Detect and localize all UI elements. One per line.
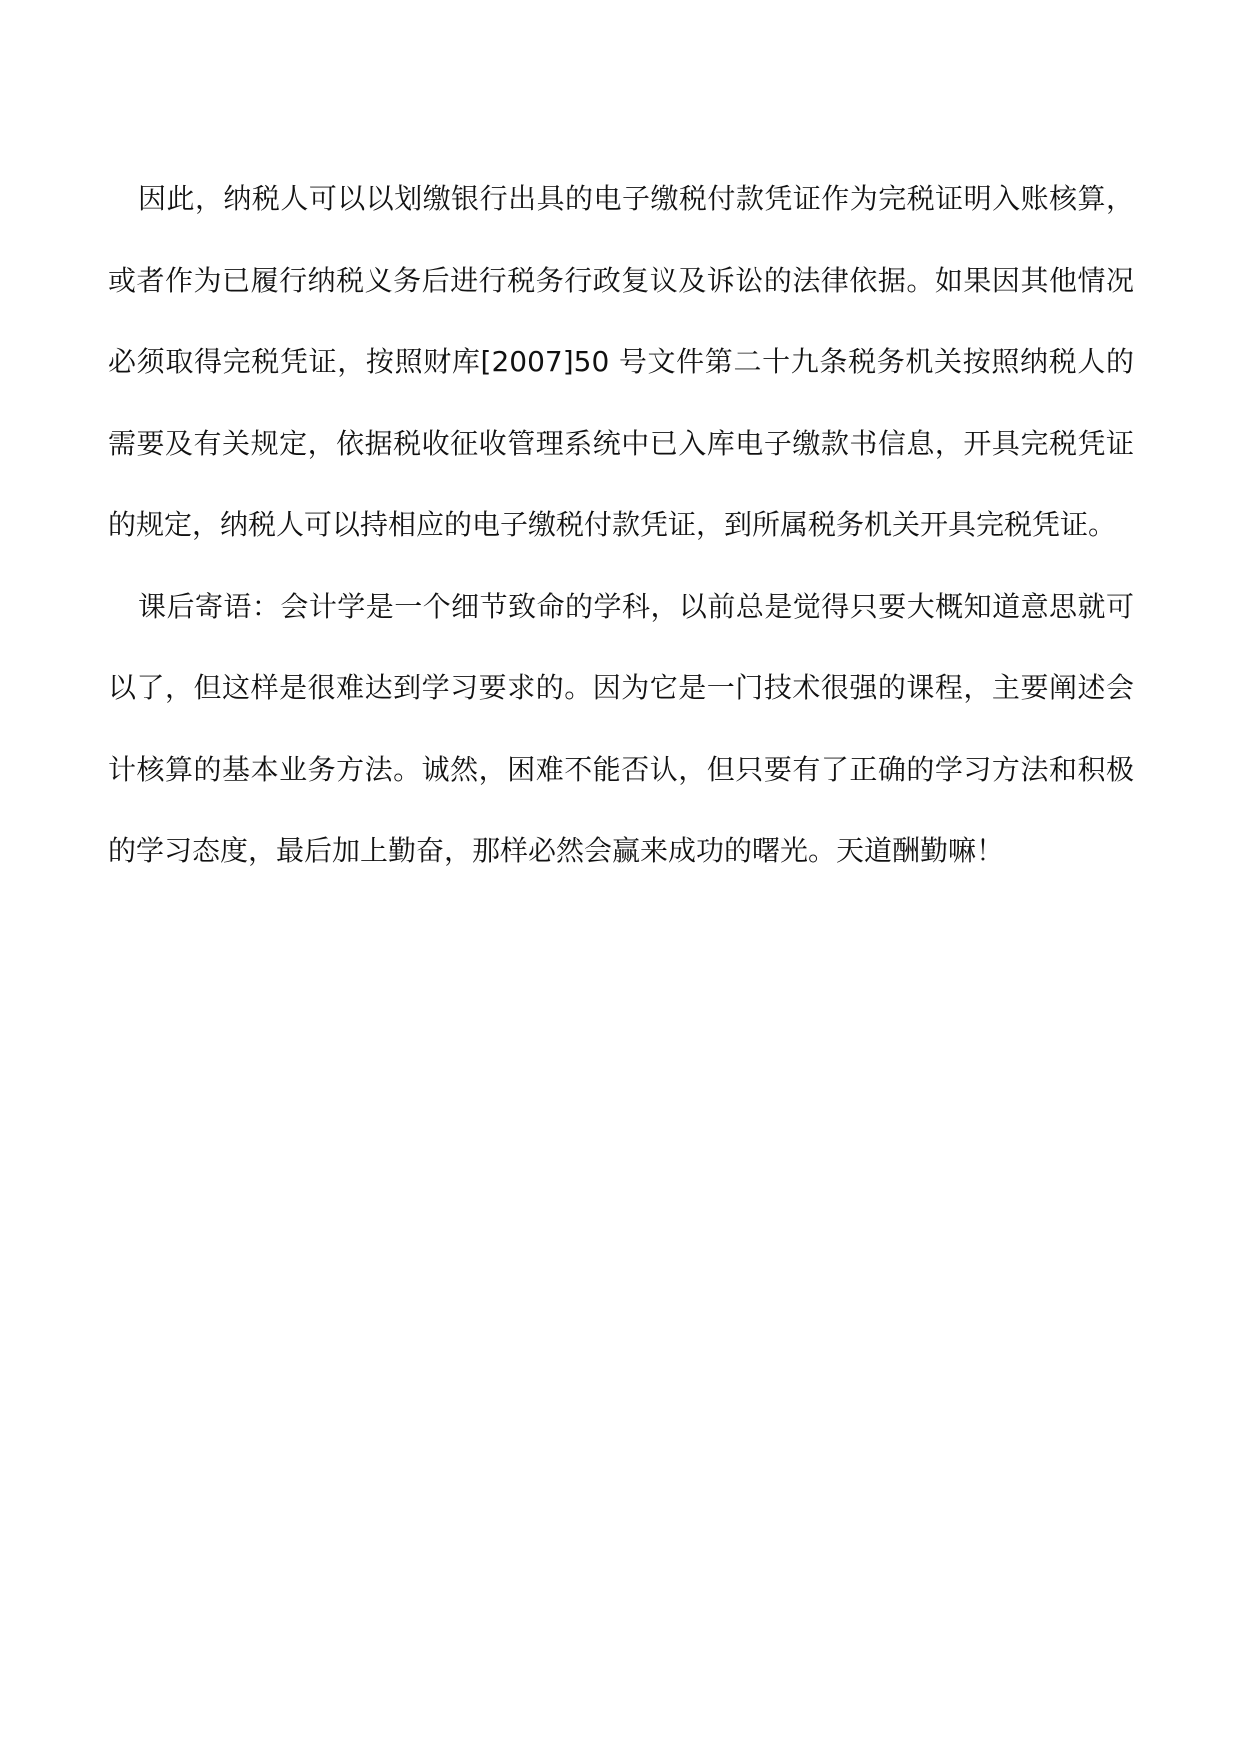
paragraph-tax-voucher: 因此，纳税人可以以划缴银行出具的电子缴税付款凭证作为完税证明入账核算，或者作为已履行纳税义务后进行税务行政复议及诉讼的法律依据。如果因其他情况必须取得完税凭证，按照财库[2007]50 号文件第二十九条税务机关按照纳税人的需要及有关规定，依据税收征收管理系统中已入库电子缴款书信息，开具完税凭证的规定，纳税人可以持相应的电子缴税付款凭证，到所属税务机关开具完税凭证。 [108, 182, 1134, 541]
paragraph-closing-remarks: 课后寄语：会计学是一个细节致命的学科，以前总是觉得只要大概知道意思就可以了，但这样是很难达到学习要求的。因为它是一门技术很强的课程，主要阐述会计核算的基本业务方法。诚然，困难不能否认，但只要有了正确的学习方法和积极的学习态度，最后加上勤奋，那样必然会赢来成功的曙光。天道酬勤嘛！ [108, 589, 1134, 867]
document-body [108, 158, 1134, 892]
